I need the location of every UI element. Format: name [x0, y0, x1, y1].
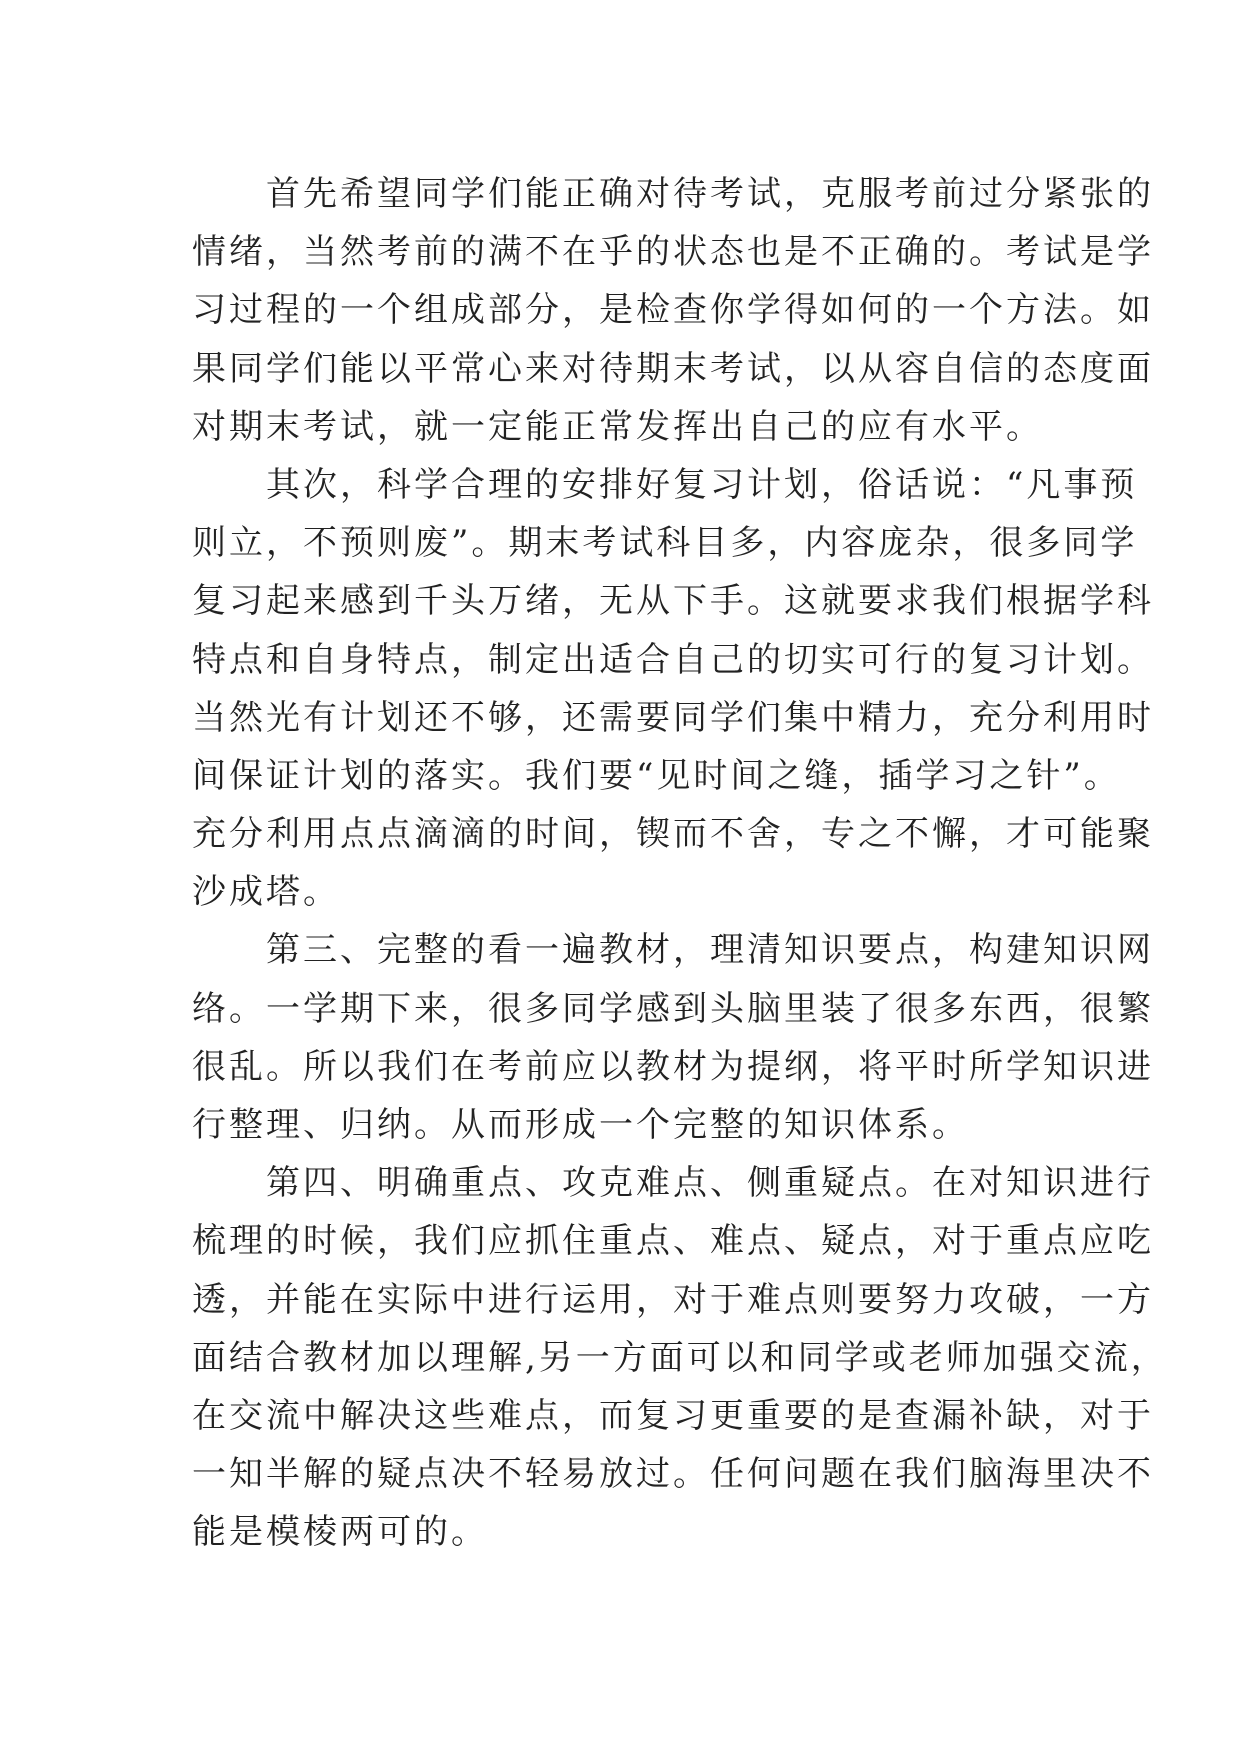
- text-line: 能是模棱两可的。: [192, 1512, 488, 1553]
- text-line: 情绪，当然考前的满不在乎的状态也是不正确的。考试是学: [192, 232, 1154, 273]
- text-line: 首先希望同学们能正确对待考试，克服考前过分紧张的: [192, 174, 1154, 214]
- text-line: 很乱。所以我们在考前应以教材为提纲，将平时所学知识进: [192, 1046, 1154, 1087]
- paragraph-2: [192, 456, 1154, 922]
- text-line: 行整理、归纳。从而形成一个完整的知识体系。: [192, 1105, 969, 1145]
- text-line: 其次，科学合理的安排好复习计划，俗话说：“凡事预: [192, 464, 1138, 505]
- text-line: 沙成塔。: [192, 872, 340, 913]
- text-line: 当然光有计划还不够，还需要同学们集中精力，充分利用时: [192, 697, 1154, 738]
- text-line: 梳理的时候，我们应抓住重点、难点、疑点，对于重点应吃: [192, 1221, 1154, 1262]
- text-line: 一知半解的疑点决不轻易放过。任何问题在我们脑海里决不: [192, 1454, 1154, 1495]
- text-line: 习过程的一个组成部分，是检查你学得如何的一个方法。如: [192, 290, 1154, 331]
- text-line: 则立，不预则废”。期末考试科目多，内容庞杂，很多同学: [192, 523, 1138, 564]
- text-line: 络。一学期下来，很多同学感到头脑里装了很多东西，很繁: [192, 988, 1154, 1029]
- text-line: 第四、明确重点、攻克难点、侧重疑点。在对知识进行: [192, 1163, 1154, 1204]
- text-line: 对期末考试，就一定能正常发挥出自己的应有水平。: [192, 406, 1043, 447]
- paragraph-1: [192, 165, 1154, 456]
- paragraph-3: [192, 921, 1154, 1154]
- text-line: 果同学们能以平常心来对待期末考试，以从容自信的态度面: [192, 348, 1154, 389]
- body-text: [192, 165, 1168, 1562]
- text-line: 第三、完整的看一遍教材，理清知识要点，构建知识网: [192, 930, 1154, 971]
- text-line: 特点和自身特点，制定出适合自己的切实可行的复习计划。: [192, 639, 1154, 680]
- text-line: 在交流中解决这些难点，而复习更重要的是查漏补缺，对于: [192, 1395, 1154, 1436]
- text-line: 复习起来感到千头万绪，无从下手。这就要求我们根据学科: [192, 581, 1154, 622]
- text-line: 面结合教材加以理解,另一方面可以和同学或老师加强交流，: [192, 1337, 1168, 1378]
- paragraph-4: [192, 1154, 1168, 1561]
- text-line: 透，并能在实际中进行运用，对于难点则要努力攻破，一方: [192, 1279, 1154, 1320]
- text-line: 间保证计划的落实。我们要“见时间之缝，插学习之针”。: [192, 755, 1121, 796]
- text-line: 充分利用点点滴滴的时间，锲而不舍，专之不懈，才可能聚: [192, 814, 1154, 855]
